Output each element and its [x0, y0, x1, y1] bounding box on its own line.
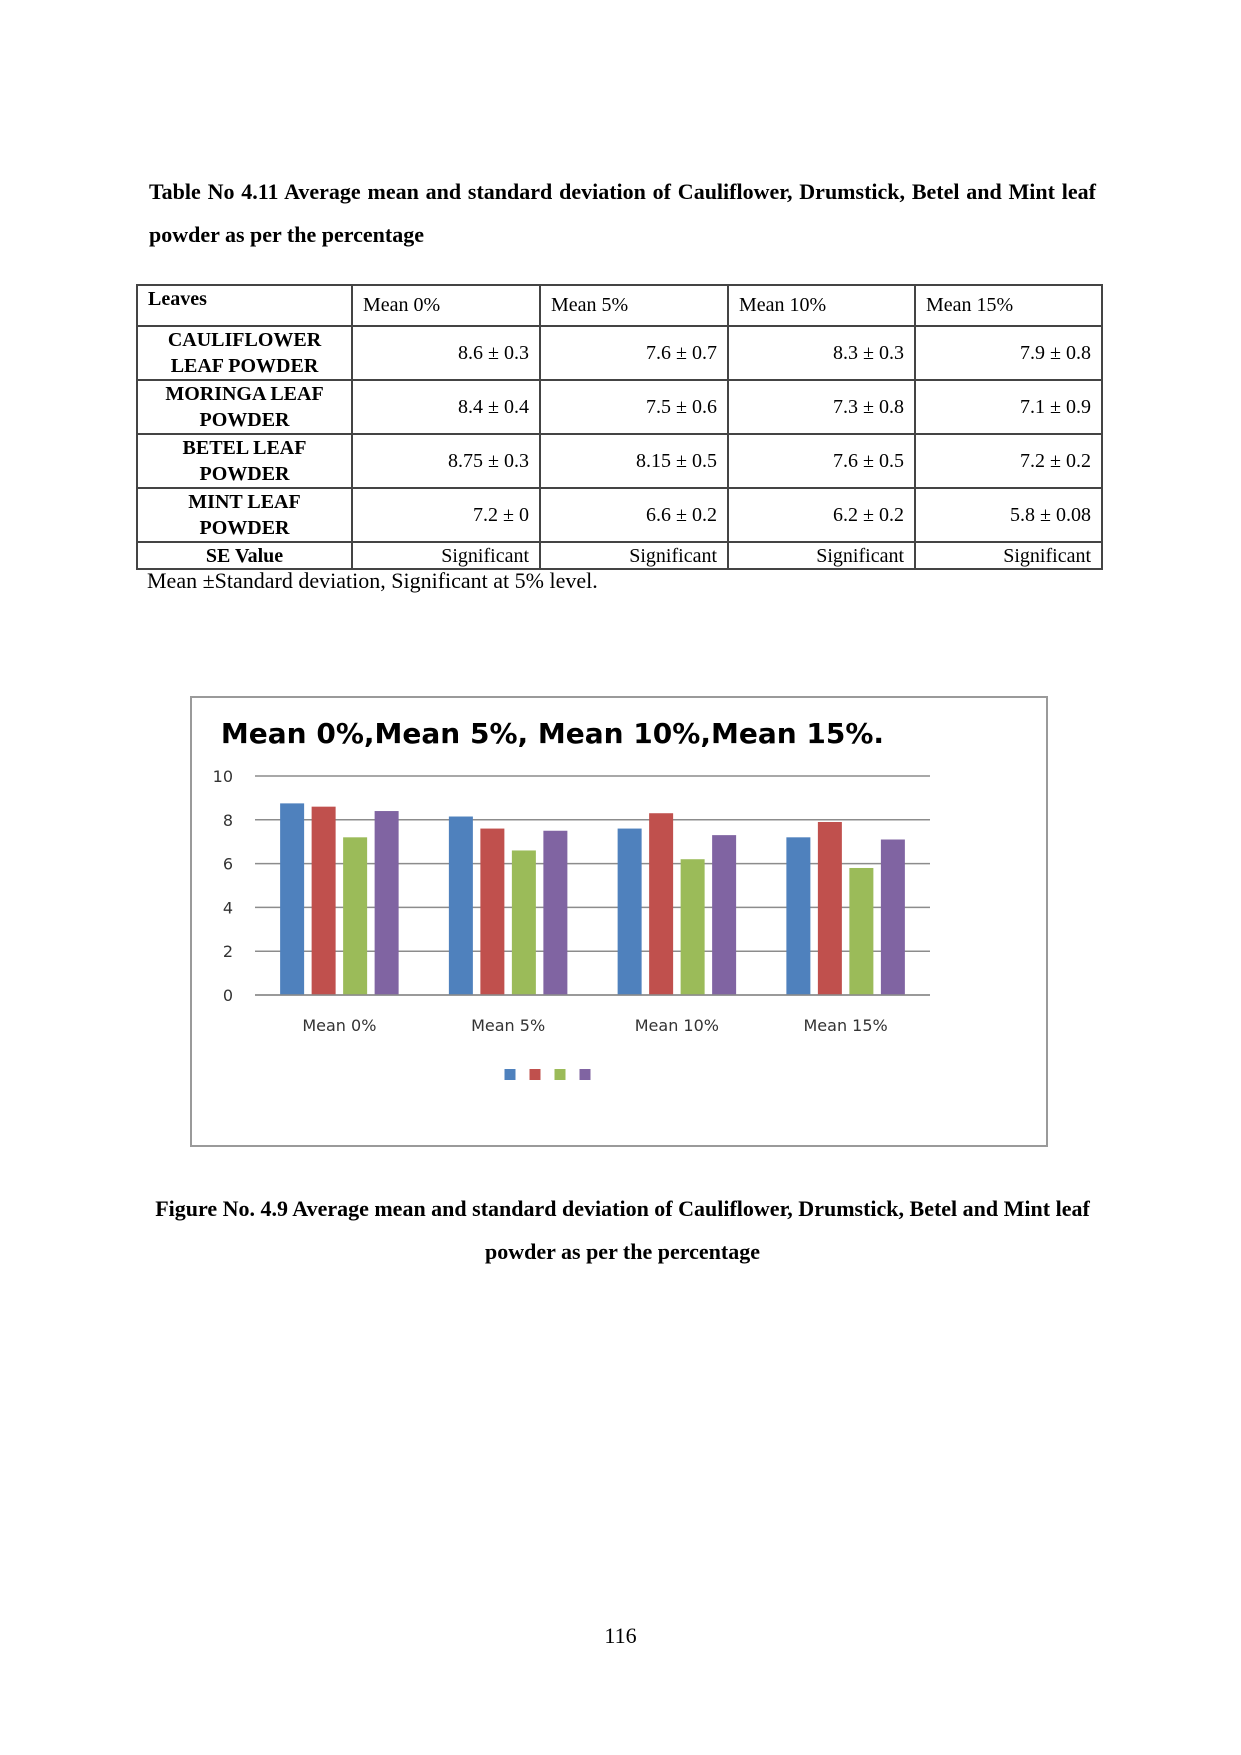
y-tick-label: 6	[222, 854, 233, 874]
header-mean-5: Mean 5%	[540, 285, 728, 326]
table-caption: Table No 4.11 Average mean and standard deviation of Cauliflower, Drumstick, Betel and Mint leaf powder as per the percentage	[149, 179, 1096, 247]
bar	[618, 829, 642, 995]
se-label: SE Value	[137, 542, 352, 569]
bar	[649, 813, 673, 995]
table-cell: 6.6 ± 0.2	[540, 488, 728, 542]
bar	[543, 831, 567, 995]
legend-swatch	[580, 1069, 591, 1080]
table-cell: 7.5 ± 0.6	[540, 380, 728, 434]
table-cell: 8.75 ± 0.3	[352, 434, 540, 488]
legend-swatch	[505, 1069, 516, 1080]
row-label-line2: LEAF POWDER	[170, 355, 319, 377]
table-note: Mean ±Standard deviation, Significant at 5% level.	[147, 568, 598, 593]
y-tick-label: 10	[212, 767, 233, 786]
legend-swatch	[530, 1069, 541, 1080]
bar	[480, 829, 504, 995]
row-label	[137, 434, 352, 488]
bar	[712, 835, 736, 995]
row-label-line1: MORINGA LEAF	[165, 383, 324, 405]
table-row	[137, 488, 1102, 542]
chart-frame	[190, 696, 1048, 1147]
bar	[881, 840, 905, 995]
bar	[786, 837, 810, 995]
table-cell: 6.2 ± 0.2	[728, 488, 915, 542]
se-cell: Significant	[540, 542, 728, 569]
table-row	[137, 326, 1102, 380]
x-tick-label: Mean 10%	[634, 1016, 719, 1035]
bar-chart	[192, 698, 1046, 1145]
se-cell: Significant	[352, 542, 540, 569]
bar	[343, 837, 367, 995]
y-tick-label: 4	[222, 898, 233, 918]
table-cell: 7.6 ± 0.5	[728, 434, 915, 488]
y-tick-label: 0	[222, 986, 233, 1005]
page-number: 116	[604, 1623, 637, 1648]
row-label-line2: POWDER	[199, 517, 290, 539]
header-mean-0: Mean 0%	[352, 285, 540, 326]
table-cell: 7.1 ± 0.9	[915, 380, 1102, 434]
bar	[818, 822, 842, 995]
bar	[312, 807, 336, 995]
row-label-line2: POWDER	[199, 463, 290, 485]
se-cell: Significant	[915, 542, 1102, 569]
table-cell: 8.3 ± 0.3	[728, 326, 915, 380]
bar	[681, 859, 705, 995]
table-cell: 5.8 ± 0.08	[915, 488, 1102, 542]
se-row	[137, 542, 1102, 569]
table-cell: 7.9 ± 0.8	[915, 326, 1102, 380]
x-tick-label: Mean 0%	[302, 1016, 377, 1035]
table-cell: 7.3 ± 0.8	[728, 380, 915, 434]
row-label-line1: BETEL LEAF	[182, 437, 307, 459]
header-mean-15: Mean 15%	[915, 285, 1102, 326]
legend-swatch	[555, 1069, 566, 1080]
row-label	[137, 380, 352, 434]
row-label	[137, 488, 352, 542]
y-tick-label: 2	[222, 942, 233, 962]
bar	[280, 803, 304, 995]
row-label	[137, 326, 352, 380]
chart-title: Mean 0%,Mean 5%, Mean 10%,Mean 15%.	[220, 717, 885, 750]
row-label-line1: CAULIFLOWER	[167, 329, 322, 351]
x-tick-label: Mean 5%	[471, 1016, 546, 1035]
x-tick-label: Mean 15%	[803, 1016, 888, 1035]
bar	[449, 817, 473, 995]
y-tick-label: 8	[222, 810, 233, 830]
row-label-line1: MINT LEAF	[188, 491, 301, 513]
se-cell: Significant	[728, 542, 915, 569]
table-cell: 8.4 ± 0.4	[352, 380, 540, 434]
table-cell: 8.15 ± 0.5	[540, 434, 728, 488]
table-cell: 8.6 ± 0.3	[352, 326, 540, 380]
bar	[849, 868, 873, 995]
bar	[512, 850, 536, 995]
table-row	[137, 380, 1102, 434]
bar	[375, 811, 399, 995]
figure-caption: Figure No. 4.9 Average mean and standard deviation of Cauliflower, Drumstick, Betel and Mint leaf powder as per the percentage	[155, 1196, 1090, 1264]
row-label-line2: POWDER	[199, 409, 290, 431]
header-leaves: Leaves	[137, 285, 352, 326]
data-table	[136, 284, 1103, 570]
table-cell: 7.2 ± 0	[352, 488, 540, 542]
header-mean-10: Mean 10%	[728, 285, 915, 326]
table-row	[137, 434, 1102, 488]
table-header-row	[137, 285, 1102, 326]
table-cell: 7.6 ± 0.7	[540, 326, 728, 380]
table-cell: 7.2 ± 0.2	[915, 434, 1102, 488]
